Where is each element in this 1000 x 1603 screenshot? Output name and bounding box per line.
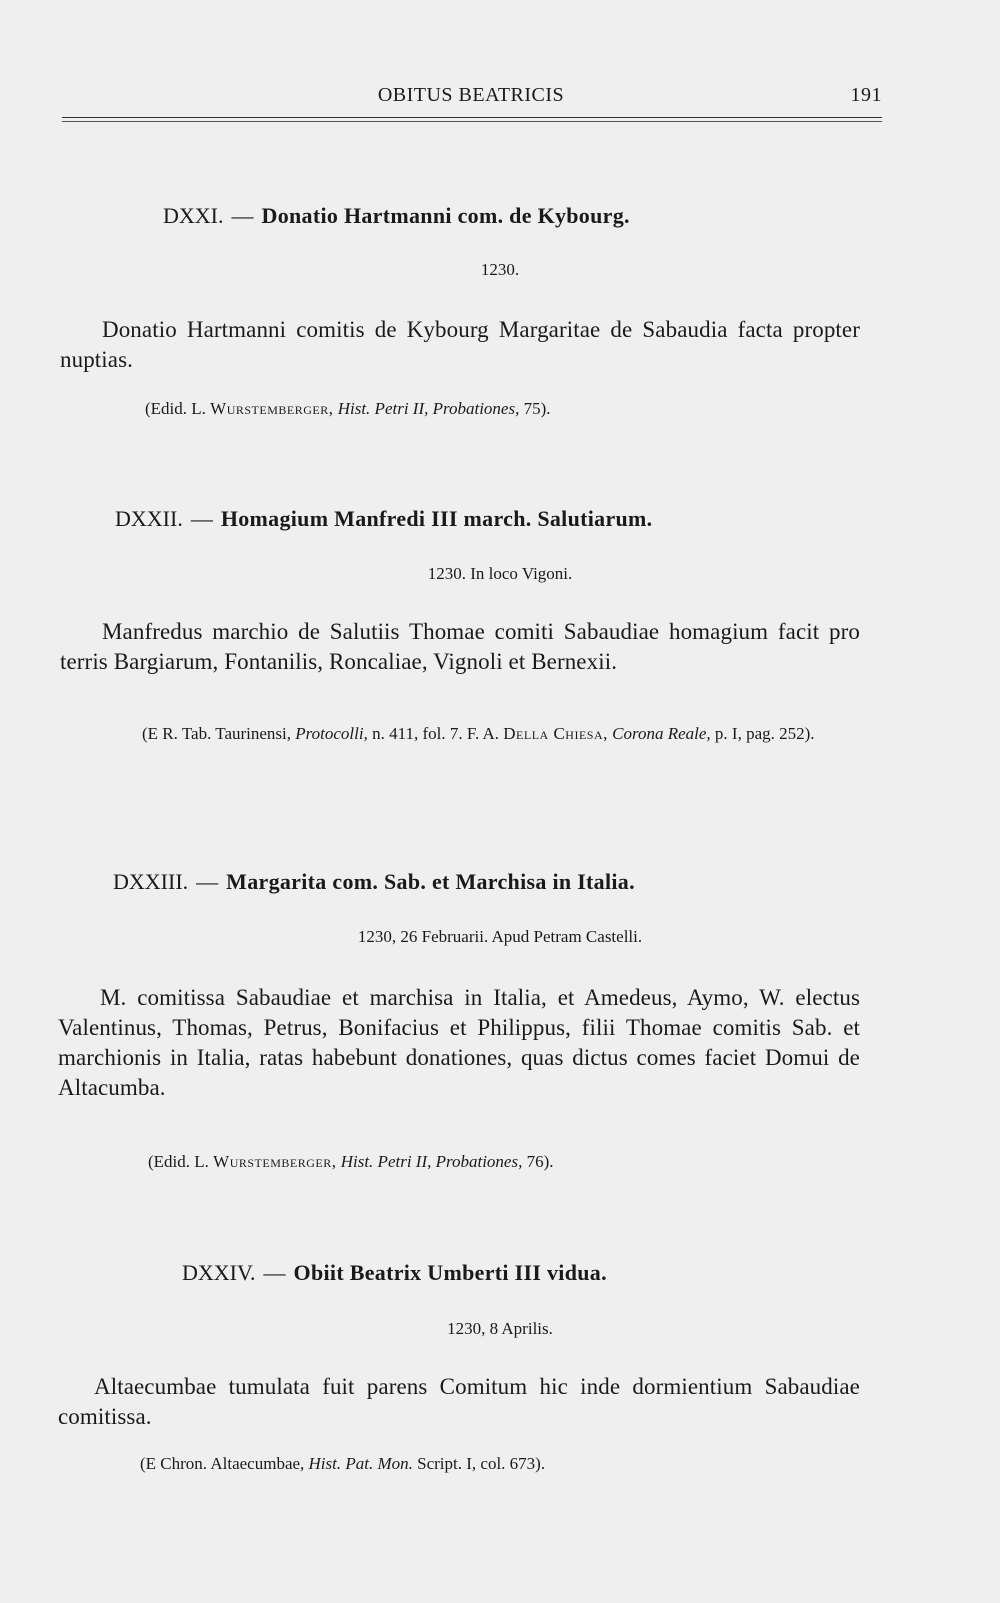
entry-text: M. comitissa Sabaudiae et marchisa in Italia, et Amedeus, Aymo, W. electus Valentinus, Thomas, Petrus, Bonifacius et Philippus, filii Thomae comitis Sab. et marchionis in Italia, ratas habebunt donationes, quas dictus comes faciet Domui de Altacumba. (58, 985, 860, 1100)
entry-dateline: 1230, 26 Februarii. Apud Petram Castelli. (357, 927, 643, 946)
running-head (60, 84, 882, 114)
source-author: Wurstemberger, (210, 399, 334, 418)
entry-number: DXXII. (115, 506, 183, 531)
entry-heading: DXXIV. — Obiit Beatrix Umberti III vidua. (182, 1260, 607, 1285)
entry-title: Donatio Hartmanni com. de Kybourg. (261, 203, 630, 228)
entry-source: (Edid. L. Wurstemberger, Hist. Petri II, Probationes, 75). (145, 399, 551, 418)
entry-dateline: 1230. In loco Vigoni. (427, 564, 573, 583)
entry-number: DXXIII. (113, 869, 189, 894)
entry-text: Donatio Hartmanni comitis de Kybourg Margaritae de Sabaudia facta propter nuptias. (60, 317, 860, 372)
source-author: Wurstemberger, (213, 1152, 337, 1171)
entry-number: DXXI. (163, 203, 224, 228)
entry-text: Altaecumbae tumulata fuit parens Comitum hic inde dormientium Sabaudiae comitissa. (58, 1374, 860, 1429)
entry-source: (E R. Tab. Taurinensi, Protocolli, n. 411, fol. 7. F. A. Della Chiesa, Corona Reale, p. I, pag. 252). (142, 724, 815, 743)
entry-dateline: 1230. (480, 260, 520, 279)
entry-heading: DXXII. — Homagium Manfredi III march. Salutiarum. (115, 506, 653, 531)
source-work: Corona Reale, (612, 724, 711, 743)
running-head-title: OBITUS BEATRICIS (377, 84, 565, 106)
source-work: Protocolli, (295, 724, 368, 743)
entry-source: (Edid. L. Wurstemberger, Hist. Petri II, Probationes, 76). (148, 1152, 554, 1171)
entry-number: DXXIV. (182, 1260, 256, 1285)
page-number: 191 (850, 84, 882, 106)
entry-heading: DXXI. — Donatio Hartmanni com. de Kybourg. (163, 203, 630, 228)
source-work: Hist. Petri II, Probationes, (337, 399, 520, 418)
header-rule-thin (62, 121, 882, 122)
entry-title: Margarita com. Sab. et Marchisa in Italia. (226, 869, 635, 894)
entry-source: (E Chron. Altaecumbae, Hist. Pat. Mon. Script. I, col. 673). (140, 1454, 546, 1473)
entry-title: Homagium Manfredi III march. Salutiarum. (220, 506, 653, 531)
source-work: Hist. Petri II, Probationes, (340, 1152, 523, 1171)
source-work: Hist. Pat. Mon. (308, 1454, 413, 1473)
entry-dateline: 1230, 8 Aprilis. (447, 1319, 553, 1338)
entry-title: Obiit Beatrix Umberti III vidua. (293, 1260, 607, 1285)
entry-text: Manfredus marchio de Salutiis Thomae comiti Sabaudiae homagium facit pro terris Bargiarum, Fontanilis, Roncaliae, Vignoli et Bernexii. (60, 619, 860, 674)
entry-heading: DXXIII. — Margarita com. Sab. et Marchisa in Italia. (113, 869, 635, 894)
source-author: Della Chiesa, (503, 724, 608, 743)
header-rule (62, 117, 882, 118)
